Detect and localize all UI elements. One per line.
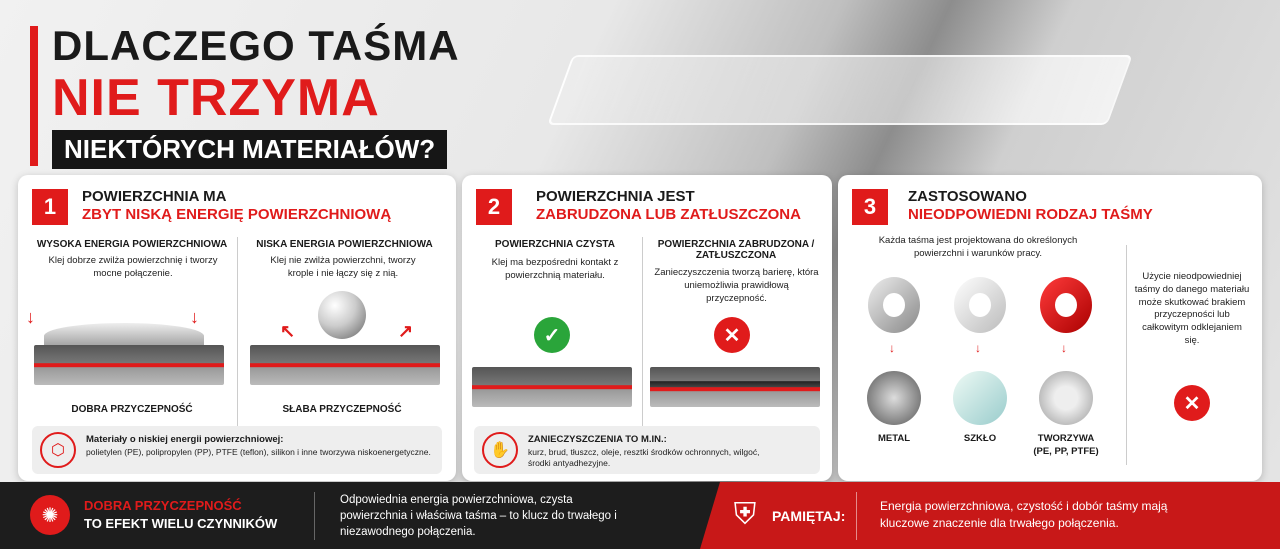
metal-tape-roll bbox=[868, 277, 920, 333]
molecule-icon: ⬡ bbox=[40, 432, 76, 468]
card-number: 3 bbox=[852, 189, 888, 225]
title-accent-bar bbox=[30, 26, 38, 166]
arrow-down-icon: ↓ bbox=[975, 341, 981, 355]
card-number: 2 bbox=[476, 189, 512, 225]
result-good: DOBRA PRZYCZEPNOŚĆ bbox=[71, 404, 193, 415]
surface-dirty bbox=[650, 367, 820, 407]
surface-low bbox=[250, 345, 440, 385]
info-heading: Materiały o niskiej energii powierzchniowej: bbox=[86, 434, 284, 445]
shield-check-icon: ⛨ bbox=[733, 498, 757, 531]
info-box bbox=[32, 426, 442, 474]
footer-divider bbox=[856, 492, 857, 540]
info-text: kurz, brud, tłuszcz, oleje, resztki środków ochronnych, wilgoć, środki antyadhezyjne. bbox=[528, 447, 760, 469]
footer-right-text: Energia powierzchniowa, czystość i dobór taśmy mają kluczowe znaczenie dla trwałego połączenia. bbox=[880, 499, 1168, 531]
card-subheading: ZABRUDZONA LUB ZATŁUSZCZONA bbox=[536, 206, 801, 223]
label-metal: METAL bbox=[877, 433, 910, 444]
card-subheading: NIEODPOWIEDNI RODZAJ TAŚMY bbox=[908, 206, 1153, 223]
col-head-dirty: POWIERZCHNIA ZABRUDZONA / ZATŁUSZCZONA bbox=[657, 239, 815, 261]
card-dirty-surface bbox=[462, 175, 832, 481]
label-plastics: TWORZYWA bbox=[1037, 433, 1095, 444]
info-heading: ZANIECZYSZCZENIA TO M.IN.: bbox=[528, 434, 667, 445]
cleaning-icon: ✋ bbox=[482, 432, 518, 468]
title-line-1: DLACZEGO TAŚMA bbox=[52, 22, 460, 69]
metal-sample bbox=[867, 371, 921, 425]
remember-label: PAMIĘTAJ: bbox=[772, 508, 846, 524]
col-text-clean: Klej ma bezpośredni kontakt z powierzchnią materiału. bbox=[491, 257, 619, 281]
card-low-energy bbox=[18, 175, 456, 481]
adhesive-droplet bbox=[318, 291, 366, 339]
arrow-down-icon: ↓ bbox=[1061, 341, 1067, 355]
divider bbox=[237, 237, 238, 427]
card-heading: POWIERZCHNIA JEST bbox=[536, 188, 695, 205]
arrow-up-right-icon: ↗ bbox=[398, 321, 414, 341]
card-subheading: ZBYT NISKĄ ENERGIĘ POWIERZCHNIOWĄ bbox=[82, 206, 392, 223]
card-heading: ZASTOSOWANO bbox=[908, 188, 1027, 205]
divider bbox=[642, 237, 643, 427]
red-tape-roll bbox=[1040, 277, 1092, 333]
card-wrong-tape bbox=[838, 175, 1262, 481]
plastic-sample bbox=[1039, 371, 1093, 425]
surface-high bbox=[34, 345, 224, 385]
side-warning: Użycie nieodpowiedniej taśmy do danego materiału może skutkować brakiem przyczepności lub całkowitym odklejaniem się. bbox=[1134, 271, 1250, 347]
footer-divider bbox=[314, 492, 315, 540]
title-line-3: NIEKTÓRYCH MATERIAŁÓW? bbox=[52, 130, 447, 169]
footer-red-title: DOBRA PRZYCZEPNOŚĆ bbox=[84, 498, 242, 513]
cross-icon: ✕ bbox=[1174, 385, 1210, 421]
divider bbox=[1126, 245, 1127, 465]
arrow-down-icon: ↓ bbox=[190, 307, 199, 327]
col-text-high: Klej dobrze zwilża powierzchnię i tworzy mocne połączenie. bbox=[48, 255, 218, 279]
arrow-down-icon: ↓ bbox=[889, 341, 895, 355]
cross-icon: ✕ bbox=[714, 317, 750, 353]
result-poor: SŁABA PRZYCZEPNOŚĆ bbox=[282, 404, 402, 415]
footer bbox=[0, 482, 1280, 549]
col-head-low: NISKA ENERGIA POWIERZCHNIOWA bbox=[256, 239, 433, 250]
card-number: 1 bbox=[32, 189, 68, 225]
intro-text: Każda taśma jest projektowana do określonych powierzchni i warunków pracy. bbox=[878, 235, 1078, 259]
label-glass: SZKŁO bbox=[963, 433, 997, 444]
col-text-low: Klej nie zwilża powierzchni, tworzy krople i nie łączy się z nią. bbox=[270, 255, 416, 279]
footer-middle-text: Odpowiednia energia powierzchniowa, czysta powierzchnia i właściwa taśma – to klucz do trwałego i niezawodnego połączenia. bbox=[340, 494, 617, 539]
info-text: polietylen (PE), polipropylen (PP), PTFE (teflon), silikon i inne tworzywa niskoenergetyczne. bbox=[86, 447, 431, 457]
col-head-clean: POWIERZCHNIA CZYSTA bbox=[495, 239, 615, 250]
clear-tape-roll bbox=[954, 277, 1006, 333]
arrow-up-left-icon: ↖ bbox=[280, 321, 296, 341]
col-text-dirty: Zanieczyszczenia tworzą barierę, która uniemożliwia prawidłową przyczepność. bbox=[654, 267, 819, 304]
col-head-high: WYSOKA ENERGIA POWIERZCHNIOWA bbox=[36, 239, 228, 250]
arrow-down-icon: ↓ bbox=[26, 307, 35, 327]
title-line-2: NIE TRZYMA bbox=[52, 69, 380, 127]
label-plastics-types: (PE, PP, PTFE) bbox=[1033, 446, 1099, 457]
check-icon: ✓ bbox=[534, 317, 570, 353]
surface-clean bbox=[472, 367, 632, 407]
info-box bbox=[474, 426, 820, 474]
tape-illustration bbox=[547, 55, 1132, 125]
footer-white-title: TO EFEKT WIELU CZYNNIKÓW bbox=[84, 516, 278, 531]
glass-sample bbox=[953, 371, 1007, 425]
lightbulb-icon: ✺ bbox=[30, 495, 70, 535]
card-heading: POWIERZCHNIA MA bbox=[82, 188, 227, 205]
